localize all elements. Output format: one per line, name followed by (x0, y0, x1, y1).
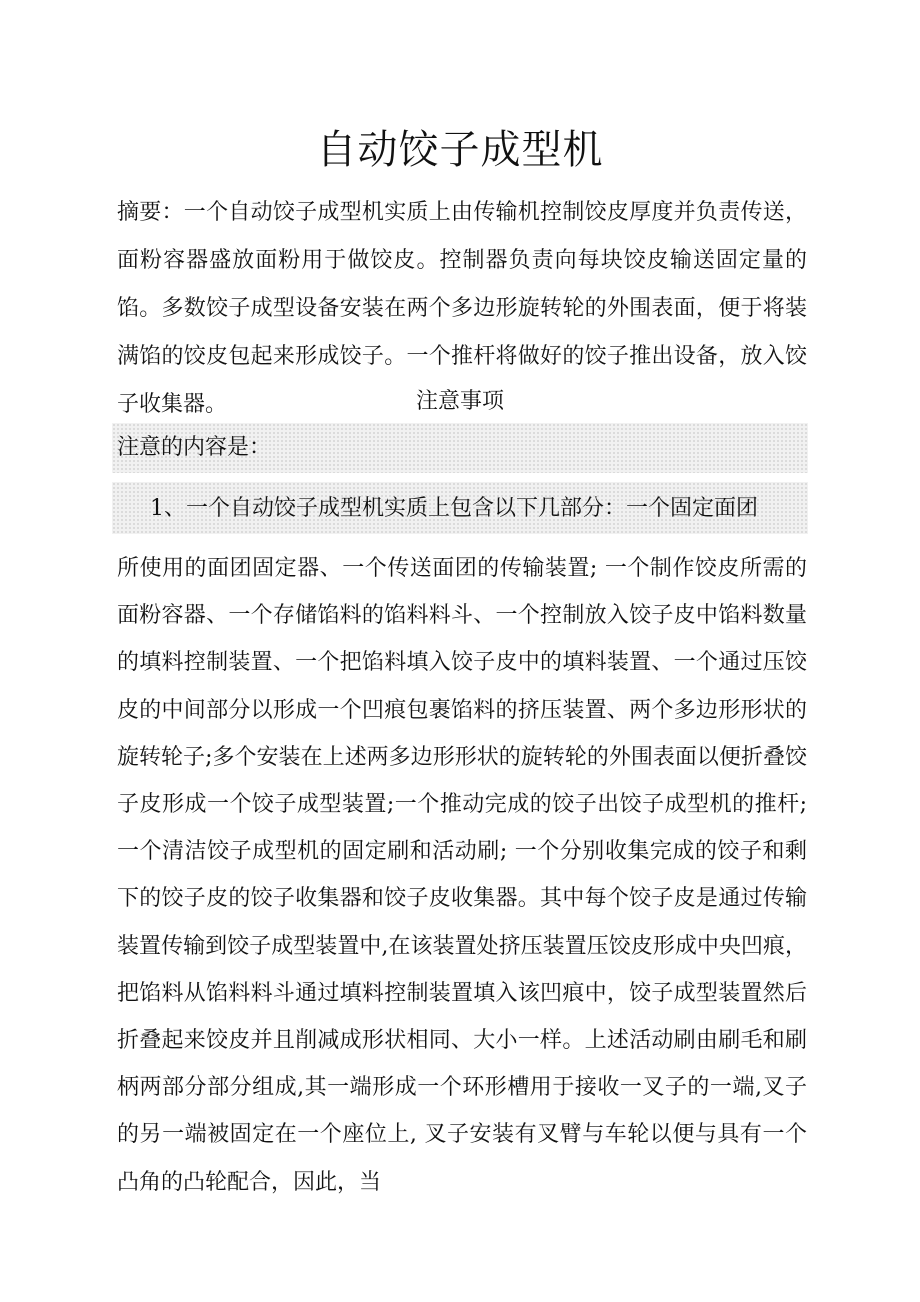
document-title: 自动饺子成型机 (316, 127, 604, 173)
notice-label: 注意的内容是： (117, 435, 272, 460)
abstract-paragraph: 摘要：一个自动饺子成型机实质上由传输机控制饺皮厚度并负责传送，面粉容器盛放面粉用于做饺皮。控制器负责向每块饺皮输送固定量的馅。多数饺子成型设备安装在两个多边形旋转轮的外围表面，便于将装满馅的饺皮包起来形成饺子。一个推杆将做好的饺子推出设备，放入饺子收集器。 (117, 200, 807, 417)
item-1-body: 所使用的面团固定器、一个传送面团的传输装置; 一个制作饺皮所需的面粉容器、一个存储馅料的馅料料斗、一个控制放入饺子皮中馅料数量的填料控制装置、一个把馅料填入饺子皮中的填料装置、一个通过压饺皮的中间部分以形成一个凹痕包裹馅料的挤压装置、两个多边形形状的旋转轮子;多个安装在上述两多边形形状的旋转轮的外围表面以便折叠饺子皮形成一个饺子成型装置;一个推动完成的饺子出饺子成型机的推杆;一个清洁饺子成型机的固定刷和活动刷; 一个分别收集完成的饺子和剩下的饺子皮的饺子收集器和饺子皮收集器。其中每个饺子皮是通过传输装置传输到饺子成型装置中,在该装置处挤压装置压饺皮形成中央凹痕，把馅料从馅料料斗通过填料控制装置填入该凹痕中，饺子成型装置然后折叠起来饺皮并且削减成形状相同、大小一样。上述活动刷由刷毛和刷柄两部分部分组成,其一端形成一个环形槽用于接收一叉子的一端,叉子的另一端被固定在一个座位上, 叉子安装有叉臂与车轮以便与具有一个凸角的凸轮配合，因此，当 (117, 556, 807, 1195)
item-1-lead: 1、一个自动饺子成型机实质上包含以下几部分：一个固定面团 (150, 496, 758, 521)
section-title: 注意事项 (415, 389, 504, 414)
